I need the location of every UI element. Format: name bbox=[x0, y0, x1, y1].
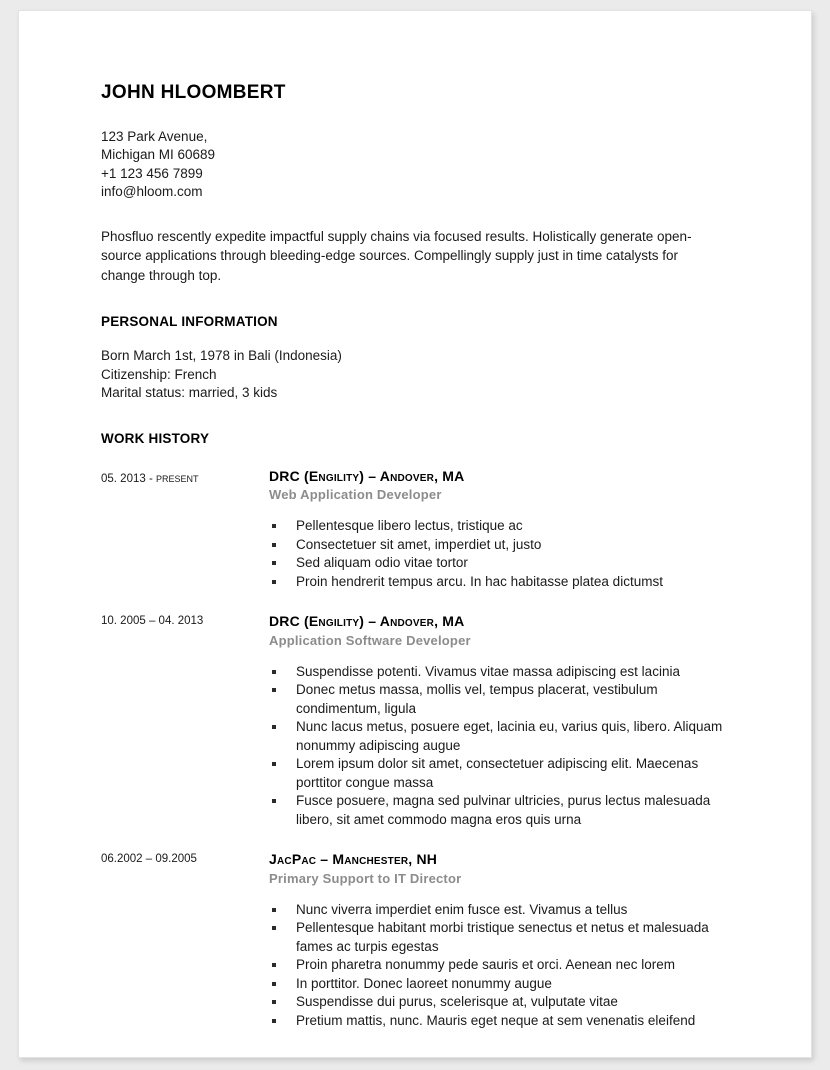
work-history-entry bbox=[101, 468, 736, 591]
job-bullet-text: Pretium mattis, nunc. Mauris eget neque at sem venenatis eleifend bbox=[296, 1012, 696, 1028]
job-bullet-text: Suspendisse potenti. Vivamus vitae massa adipiscing est lacinia bbox=[296, 663, 680, 679]
contact-phone: +1 123 456 7899 bbox=[101, 165, 203, 181]
job-dates-range: 10. 2005 – 04. 2013 bbox=[101, 615, 204, 628]
job-dates-range: 05. 2013 - bbox=[101, 472, 156, 485]
resume-page bbox=[18, 10, 812, 1058]
job-bullet-item bbox=[269, 755, 736, 792]
square-bullet-icon bbox=[272, 543, 276, 547]
job-dates bbox=[101, 613, 269, 829]
job-bullet-item bbox=[269, 536, 736, 555]
job-dates bbox=[101, 468, 269, 591]
job-company: DRC (Engility) – Andover, MA bbox=[269, 613, 465, 630]
job-body bbox=[269, 468, 736, 591]
job-bullet-item bbox=[269, 517, 736, 536]
work-history-entry bbox=[101, 613, 736, 829]
job-company: DRC (Engility) – Andover, MA bbox=[269, 467, 465, 484]
job-bullet-list bbox=[269, 517, 736, 591]
job-bullet-item bbox=[269, 919, 736, 956]
job-bullet-item bbox=[269, 573, 736, 592]
page-title: JOHN HLOOMBERT bbox=[101, 82, 286, 103]
square-bullet-icon bbox=[272, 561, 276, 565]
job-bullet-item bbox=[269, 718, 736, 755]
square-bullet-icon bbox=[272, 1000, 276, 1004]
square-bullet-icon bbox=[272, 799, 276, 803]
job-dates bbox=[101, 851, 269, 1030]
job-bullet-text: Nunc viverra imperdiet enim fusce est. Vivamus a tellus bbox=[296, 901, 628, 917]
job-bullet-list bbox=[269, 901, 736, 1031]
job-dates-present: present bbox=[155, 469, 199, 485]
job-bullet-text: Lorem ipsum dolor sit amet, consectetuer adipiscing elit. Maecenas porttitor congue massa bbox=[296, 756, 699, 790]
job-bullet-item bbox=[269, 554, 736, 573]
contact-block bbox=[101, 128, 736, 202]
job-bullet-item bbox=[269, 993, 736, 1012]
job-body bbox=[269, 613, 736, 829]
work-history-list bbox=[101, 468, 736, 1030]
personal-information-block bbox=[101, 347, 736, 403]
job-title: Web Application Developer bbox=[269, 487, 442, 503]
job-bullet-text: Pellentesque habitant morbi tristique senectus et netus et malesuada fames ac turpis egestas bbox=[296, 920, 709, 954]
square-bullet-icon bbox=[272, 688, 276, 692]
job-bullet-item bbox=[269, 901, 736, 920]
square-bullet-icon bbox=[272, 1019, 276, 1023]
personal-line: Marital status: married, 3 kids bbox=[101, 385, 278, 401]
square-bullet-icon bbox=[272, 725, 276, 729]
square-bullet-icon bbox=[272, 670, 276, 674]
square-bullet-icon bbox=[272, 982, 276, 986]
contact-street: 123 Park Avenue, bbox=[101, 128, 208, 144]
job-bullet-text: Proin pharetra nonummy pede sauris et orci. Aenean nec lorem bbox=[296, 957, 675, 973]
job-bullet-text: Suspendisse dui purus, scelerisque at, vulputate vitae bbox=[296, 994, 618, 1010]
job-bullet-text: In porttitor. Donec laoreet nonummy augue bbox=[296, 975, 552, 991]
job-bullet-text: Proin hendrerit tempus arcu. In hac habitasse platea dictumst bbox=[296, 573, 663, 589]
job-body bbox=[269, 851, 736, 1030]
contact-email: info@hloom.com bbox=[101, 184, 203, 200]
square-bullet-icon bbox=[272, 580, 276, 584]
job-bullet-item bbox=[269, 975, 736, 994]
job-title: Application Software Developer bbox=[269, 632, 471, 648]
job-bullet-text: Nunc lacus metus, posuere eget, lacinia eu, varius quis, libero. Aliquam nonummy adipiscing augue bbox=[296, 719, 723, 753]
section-heading-personal-information: PERSONAL INFORMATION bbox=[101, 314, 278, 330]
job-bullet-item bbox=[269, 681, 736, 718]
square-bullet-icon bbox=[272, 926, 276, 930]
job-title: Primary Support to IT Director bbox=[269, 870, 462, 886]
job-bullet-item bbox=[269, 956, 736, 975]
section-heading-work-history: WORK HISTORY bbox=[101, 430, 210, 446]
job-bullet-text: Sed aliquam odio vitae tortor bbox=[296, 555, 468, 571]
job-bullet-list bbox=[269, 663, 736, 830]
job-bullet-item bbox=[269, 663, 736, 682]
personal-line: Citizenship: French bbox=[101, 366, 217, 382]
square-bullet-icon bbox=[272, 762, 276, 766]
resume-content bbox=[101, 83, 736, 1052]
work-history-entry bbox=[101, 851, 736, 1030]
job-company: JacPac – Manchester, NH bbox=[269, 851, 438, 868]
professional-summary: Phosfluo rescently expedite impactful supply chains via focused results. Holistically generate open-source applications through bleeding-edge sources. Compellingly supply just in time catalysts for change through top. bbox=[101, 228, 692, 283]
job-bullet-item bbox=[269, 792, 736, 829]
job-dates-range: 06.2002 – 09.2005 bbox=[101, 853, 197, 866]
square-bullet-icon bbox=[272, 963, 276, 967]
contact-city-state-zip: Michigan MI 60689 bbox=[101, 147, 216, 163]
square-bullet-icon bbox=[272, 524, 276, 528]
job-bullet-text: Donec metus massa, mollis vel, tempus placerat, vestibulum condimentum, ligula bbox=[296, 682, 658, 716]
square-bullet-icon bbox=[272, 908, 276, 912]
personal-line: Born March 1st, 1978 in Bali (Indonesia) bbox=[101, 348, 342, 364]
job-bullet-text: Pellentesque libero lectus, tristique ac bbox=[296, 518, 523, 534]
job-bullet-item bbox=[269, 1012, 736, 1031]
job-bullet-text: Consectetuer sit amet, imperdiet ut, justo bbox=[296, 536, 542, 552]
job-bullet-text: Fusce posuere, magna sed pulvinar ultricies, purus lectus malesuada libero, sit amet commodo magna eros quis urna bbox=[296, 793, 711, 827]
